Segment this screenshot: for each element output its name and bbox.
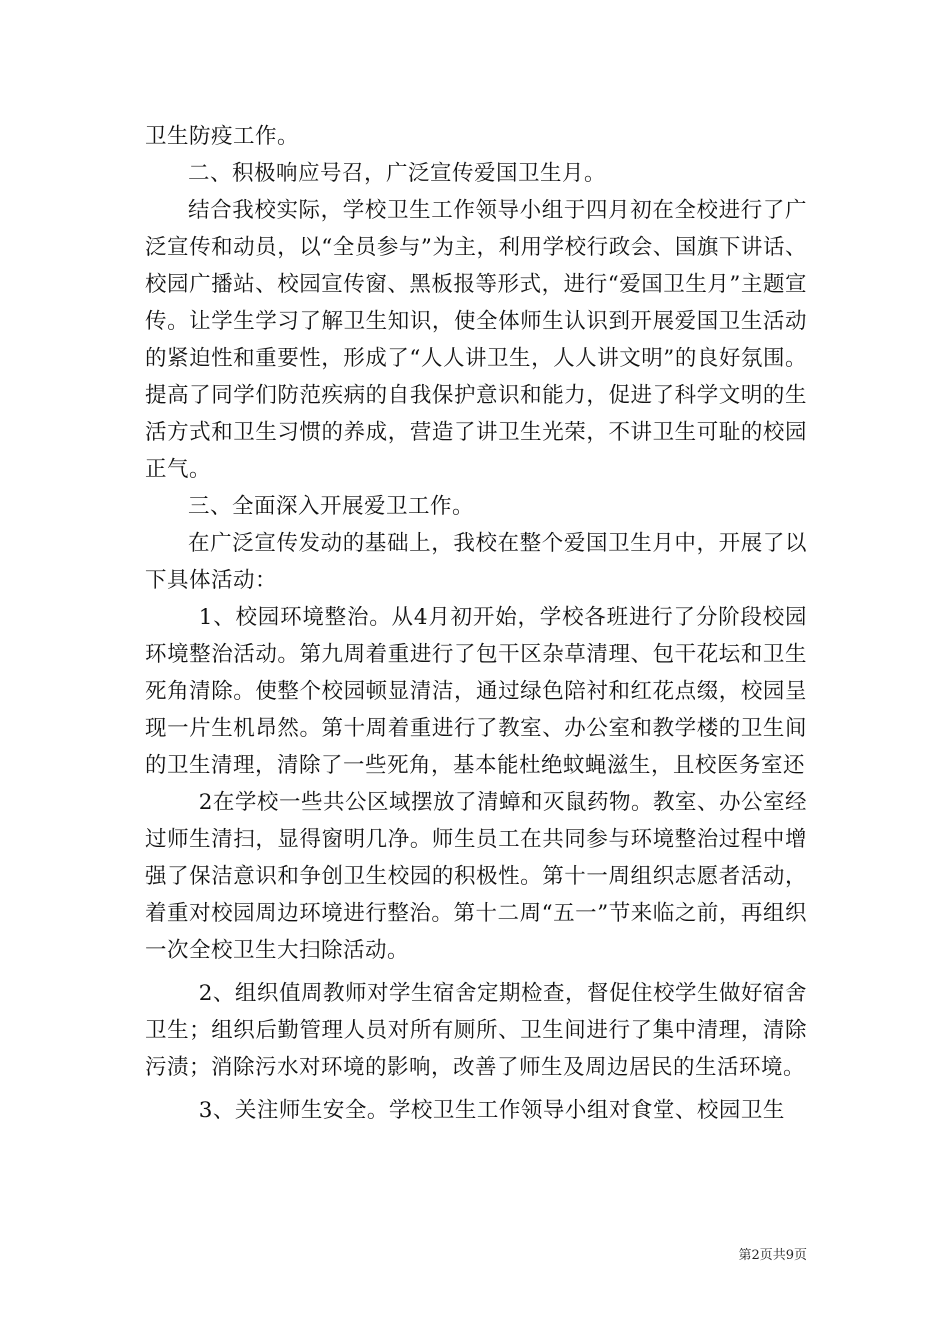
paragraph-item-3: 3、关注师生安全。学校卫生工作领导小组对食堂、校园卫生 [198, 1098, 785, 1123]
paragraph-continuation: 卫生防疫工作。 [145, 124, 300, 149]
paragraph-activities-intro: 在广泛宣传发动的基础上，我校在整个爱国卫生月中，开展了以下具体活动： [145, 531, 807, 593]
page-number-footer: 第2页共9页 [738, 1248, 807, 1263]
paragraph-item-2: 2、组织值周教师对学生宿舍定期检查，督促住校学生做好宿舍卫生；组织后勤管理人员对所有厕所、卫生间进行了集中清理，清除污渍；消除污水对环境的影响，改善了师生及周边居民的生活环境。 [145, 981, 807, 1080]
document-body [145, 118, 807, 1129]
paragraph-item-1: 1、校园环境整治。从4月初开始，学校各班进行了分阶段校园环境整治活动。第九周着重进行了包干区杂草清理、包干花坛和卫生死角清除。使整个校园顿显清洁，通过绿色陪衬和红花点缀，校园呈现一片生机昂然。第十周着重进行了教室、办公室和教学楼的卫生间的卫生清理，清除了一些死角，基本能杜绝蚊蝇滋生，且校医务室还 [145, 605, 807, 778]
paragraph-item-1-continued: 2在学校一些共公区域摆放了清蟑和灭鼠药物。教室、办公室经过师生清扫，显得窗明几净。师生员工在共同参与环境整治过程中增强了保洁意识和争创卫生校园的积极性。第十一周组织志愿者活动，着重对校园周边环境进行整治。第十二周“五一”节来临之前，再组织一次全校卫生大扫除活动。 [145, 790, 807, 963]
section-heading-2: 二、积极响应号召，广泛宣传爱国卫生月。 [188, 161, 607, 186]
section-heading-3: 三、全面深入开展爱卫工作。 [188, 494, 475, 519]
paragraph-publicity: 结合我校实际，学校卫生工作领导小组于四月初在全校进行了广泛宣传和动员，以“全员参与”为主，利用学校行政会、国旗下讲话、校园广播站、校园宣传窗、黑板报等形式，进行“爱国卫生月”主题宣传。让学生学习了解卫生知识，使全体师生认识到开展爱国卫生活动的紧迫性和重要性，形成了“人人讲卫生，人人讲文明”的良好氛围。提高了同学们防范疾病的自我保护意识和能力，促进了科学文明的生活方式和卫生习惯的养成，营造了讲卫生光荣，不讲卫生可耻的校园正气。 [145, 198, 807, 482]
